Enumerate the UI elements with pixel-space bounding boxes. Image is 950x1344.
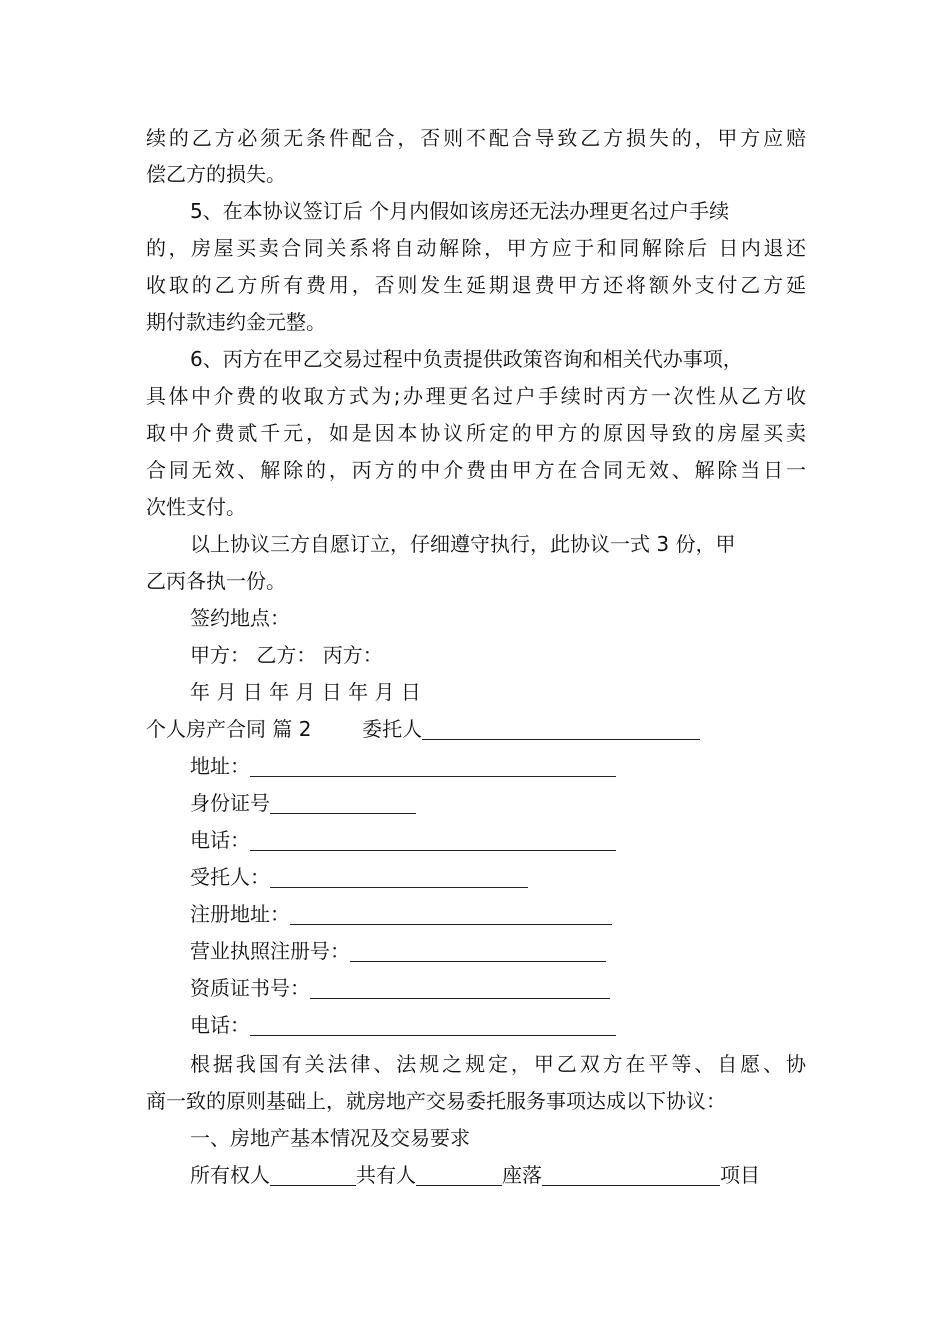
signatories: 甲方： 乙方： 丙方： xyxy=(190,643,383,667)
co-owner-label: 共有人 xyxy=(356,1163,416,1187)
cert-blank[interactable] xyxy=(310,976,610,999)
license-label: 营业执照注册号： xyxy=(190,939,350,963)
reg-address-label: 注册地址： xyxy=(190,902,290,926)
project-label: 项目 xyxy=(720,1163,760,1187)
id-row xyxy=(190,789,416,817)
principal-label: 委托人 xyxy=(362,717,423,741)
reg-address-blank[interactable] xyxy=(290,902,612,925)
text-line: 续的乙方必须无条件配合，否则不配合导致乙方损失的，甲方应赔 xyxy=(146,126,806,150)
text-line: 偿乙方的损失。 xyxy=(146,162,286,186)
text-line: 合同无效、解除的，丙方的中介费由甲方在合同无效、解除当日一 xyxy=(146,458,806,482)
agent-blank[interactable] xyxy=(270,865,528,888)
principal-blank[interactable] xyxy=(422,717,700,740)
id-label: 身份证号 xyxy=(190,791,270,815)
signing-place: 签约地点： xyxy=(190,606,290,630)
section-heading: 个人房产合同 篇 2 xyxy=(146,717,312,741)
text-line: 次性支付。 xyxy=(146,495,246,519)
phone-blank[interactable] xyxy=(250,828,616,851)
text-line: 收取的乙方所有费用，否则发生延期退费甲方还将额外支付乙方延 xyxy=(146,273,806,297)
closing-paragraph: 以上协议三方自愿订立，仔细遵守执行，此协议一式 3 份，甲 xyxy=(190,532,736,556)
address-blank[interactable] xyxy=(250,754,616,777)
phone-label: 电话： xyxy=(190,828,250,852)
location-blank[interactable] xyxy=(542,1163,720,1186)
phone-row-2 xyxy=(190,1011,616,1039)
address-row xyxy=(190,752,616,780)
section-heading-line xyxy=(146,715,700,743)
text-line: 商一致的原则基础上，就房地产交易委托服务事项达成以下协议： xyxy=(146,1089,726,1113)
owner-blank[interactable] xyxy=(270,1163,356,1186)
agent-row xyxy=(190,863,528,891)
owner-row xyxy=(190,1161,760,1189)
clause-6: 6、丙方在甲乙交易过程中负责提供政策咨询和相关代办事项， xyxy=(190,347,743,371)
agreement-intro: 根据我国有关法律、法规之规定，甲乙双方在平等、自愿、协 xyxy=(190,1052,806,1076)
clause-5: 5、在本协议签订后 个月内假如该房还无法办理更名过户手续 xyxy=(190,199,730,223)
address-label: 地址： xyxy=(190,754,250,778)
text-line: 乙丙各执一份。 xyxy=(146,569,286,593)
phone-label-2: 电话： xyxy=(190,1013,250,1037)
license-row xyxy=(190,937,606,965)
license-blank[interactable] xyxy=(350,939,606,962)
owner-label: 所有权人 xyxy=(190,1163,270,1187)
id-blank[interactable] xyxy=(270,791,416,814)
text-line: 取中介费贰千元，如是因本协议所定的甲方的原因导致的房屋买卖 xyxy=(146,421,806,445)
section-one-heading: 一、房地产基本情况及交易要求 xyxy=(190,1126,470,1150)
cert-row xyxy=(190,974,610,1002)
location-label: 座落 xyxy=(502,1163,542,1187)
phone-row xyxy=(190,826,616,854)
signing-dates: 年 月 日 年 月 日 年 月 日 xyxy=(190,680,421,704)
text-line: 具体中介费的收取方式为;办理更名过户手续时丙方一次性从乙方收 xyxy=(146,384,806,408)
phone-blank-2[interactable] xyxy=(250,1013,616,1036)
reg-address-row xyxy=(190,900,612,928)
text-line: 的，房屋买卖合同关系将自动解除，甲方应于和同解除后 日内退还 xyxy=(146,236,806,260)
text-line: 期付款违约金元整。 xyxy=(146,310,326,334)
agent-label: 受托人： xyxy=(190,865,270,889)
co-owner-blank[interactable] xyxy=(416,1163,502,1186)
cert-label: 资质证书号： xyxy=(190,976,310,1000)
